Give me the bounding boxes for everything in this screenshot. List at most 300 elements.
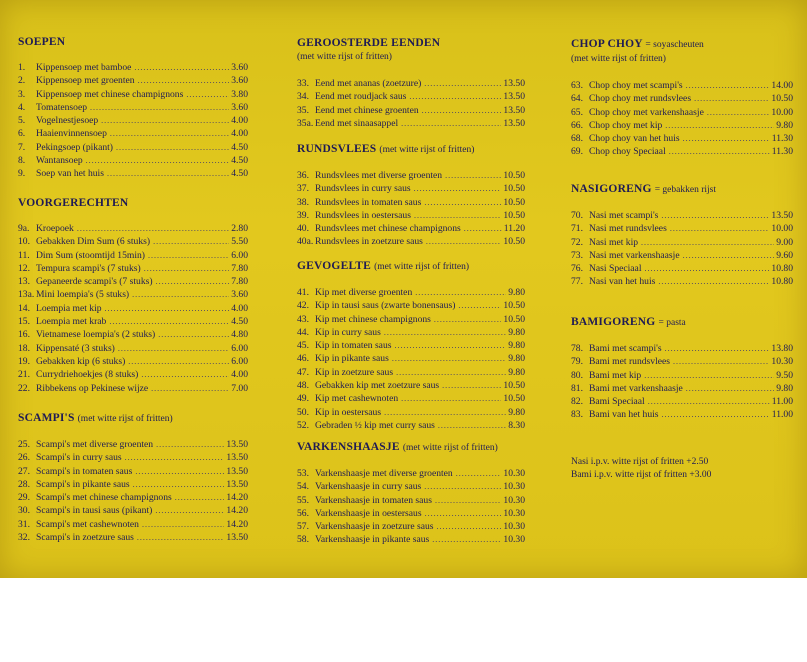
item-name: Scampi's met cashewnoten xyxy=(36,518,139,530)
menu-item xyxy=(297,507,525,520)
menu-item xyxy=(297,313,525,326)
item-name: Vogelnestjesoep xyxy=(36,115,99,127)
dot-leader xyxy=(158,328,229,341)
item-number: 49. xyxy=(297,393,309,405)
item-number: 47. xyxy=(297,366,309,378)
item-number: 30. xyxy=(18,505,30,517)
item-price: 4.00 xyxy=(231,302,248,314)
item-number: 52. xyxy=(297,419,309,431)
menu-item xyxy=(18,114,248,127)
item-name: Varkenshaasje met diverse groenten xyxy=(315,468,453,479)
item-name: Varkenshaasje in curry saus xyxy=(315,481,422,493)
section-title-text: SCAMPI'S xyxy=(18,412,75,424)
item-price: 14.00 xyxy=(771,80,793,91)
item-number: 16. xyxy=(18,329,30,341)
section-title xyxy=(571,183,793,197)
menu-item xyxy=(571,119,793,132)
item-number: 27. xyxy=(18,465,30,477)
menu-item xyxy=(571,395,793,408)
item-price: 9.80 xyxy=(508,340,525,352)
dot-leader xyxy=(683,249,775,262)
item-name: Eend met roudjack saus xyxy=(315,91,407,103)
item-name: Mini loempia's (5 stuks) xyxy=(36,289,130,301)
item-price: 8.30 xyxy=(508,419,525,431)
menu-item xyxy=(18,368,248,381)
item-price: 9.80 xyxy=(508,326,525,338)
dot-leader xyxy=(464,222,502,235)
dot-leader xyxy=(686,382,774,395)
section-subtitle: (met witte rijst of fritten) xyxy=(402,443,498,453)
dot-leader xyxy=(415,286,506,299)
item-price: 9.80 xyxy=(508,406,525,418)
section-title xyxy=(18,36,248,49)
menu-item xyxy=(18,342,248,355)
section-rundsvlees xyxy=(297,143,525,249)
dot-leader xyxy=(435,494,501,507)
item-name: Kip in tausi saus (zwarte bonensaus) xyxy=(315,300,456,312)
item-number: 57. xyxy=(297,521,309,533)
dot-leader xyxy=(401,117,501,130)
dot-leader xyxy=(644,262,769,275)
item-number: 56. xyxy=(297,507,309,519)
item-name: Bami met varkenshaasje xyxy=(589,382,683,394)
item-price: 10.30 xyxy=(503,494,525,506)
item-name: Scampi's met diverse groenten xyxy=(36,439,154,450)
item-number: 58. xyxy=(297,534,309,546)
item-number: 48. xyxy=(297,380,309,392)
section-title xyxy=(297,260,525,274)
item-number: 35a. xyxy=(297,117,314,129)
menu-item xyxy=(18,249,248,262)
item-price: 10.50 xyxy=(503,170,525,181)
dot-leader xyxy=(424,480,501,493)
item-name: Tempura scampi's (7 stuks) xyxy=(36,262,141,274)
item-number: 25. xyxy=(18,439,30,450)
item-name: Gebakken kip (6 stuks) xyxy=(36,355,126,367)
item-price: 9.80 xyxy=(508,287,525,298)
dot-leader xyxy=(434,313,502,326)
dot-leader xyxy=(458,299,501,312)
item-number: 2. xyxy=(18,75,26,87)
dot-leader xyxy=(426,235,502,248)
dot-leader xyxy=(142,518,224,531)
dot-leader xyxy=(137,531,225,544)
dot-leader xyxy=(116,141,229,154)
section-nasigoreng xyxy=(571,183,793,289)
menu-item xyxy=(297,419,525,432)
menu-item xyxy=(18,262,248,275)
dot-leader xyxy=(424,196,501,209)
item-name: Chop choy met rundsvlees xyxy=(589,93,692,105)
item-name: Rundsvlees met chinese champignons xyxy=(315,223,461,235)
item-number: 18. xyxy=(18,342,30,354)
dot-leader xyxy=(392,352,506,365)
dot-leader xyxy=(132,288,229,301)
item-price: 10.80 xyxy=(771,276,793,288)
item-name: Wantansoep xyxy=(36,155,83,167)
item-price: 2.80 xyxy=(231,223,248,234)
dot-leader xyxy=(125,451,225,464)
item-number: 36. xyxy=(297,170,309,181)
dot-leader xyxy=(414,209,501,222)
item-name: Varkenshaasje in pikante saus xyxy=(315,534,430,546)
menu-item xyxy=(297,366,525,379)
section-title xyxy=(297,37,525,50)
footnotes xyxy=(571,456,793,481)
item-price: 6.00 xyxy=(231,342,248,354)
section-title xyxy=(18,412,248,426)
menu-item xyxy=(18,167,248,180)
menu-item xyxy=(18,235,248,248)
item-name: Gebraden ½ kip met curry saus xyxy=(315,419,435,431)
item-number: 68. xyxy=(571,133,583,145)
section-title-text: SOEPEN xyxy=(18,36,66,48)
menu-item xyxy=(571,79,793,92)
dot-leader xyxy=(669,145,770,158)
menu-item xyxy=(297,169,525,182)
item-price: 4.00 xyxy=(231,369,248,381)
menu-item xyxy=(571,236,793,249)
section-subtitle: (met witte rijst of fritten) xyxy=(77,414,173,424)
item-price: 10.50 xyxy=(503,196,525,208)
dot-leader xyxy=(135,465,224,478)
item-number: 80. xyxy=(571,369,583,381)
item-name: Haaienvinnensoep xyxy=(36,128,107,140)
item-name: Kip met diverse groenten xyxy=(315,287,413,298)
item-price: 10.00 xyxy=(771,223,793,235)
item-name: Gebakken Dim Sum (6 stuks) xyxy=(36,236,151,248)
item-number: 12. xyxy=(18,262,30,274)
dot-leader xyxy=(670,222,770,235)
section-varkenshaasje xyxy=(297,441,525,547)
item-name: Chop choy Speciaal xyxy=(589,146,666,158)
item-price: 6.00 xyxy=(231,249,248,261)
item-price: 13.50 xyxy=(771,210,793,221)
item-number: 22. xyxy=(18,382,30,394)
section-subtitle: (met witte rijst of fritten) xyxy=(379,145,475,155)
dot-leader xyxy=(155,504,224,517)
menu-item xyxy=(18,478,248,491)
item-price: 11.30 xyxy=(771,133,793,145)
item-price: 13.50 xyxy=(503,117,525,129)
section-title xyxy=(571,316,793,330)
item-number: 13. xyxy=(18,276,30,288)
item-name: Scampi's in curry saus xyxy=(36,452,122,464)
item-number: 28. xyxy=(18,478,30,490)
item-price: 9.00 xyxy=(776,236,793,248)
dot-leader xyxy=(77,222,229,235)
item-price: 10.50 xyxy=(771,93,793,105)
item-number: 73. xyxy=(571,249,583,261)
item-name: Bami Speciaal xyxy=(589,396,645,408)
item-name: Gepaneerde scampi's (7 stuks) xyxy=(36,276,153,288)
item-name: Kippensoep met groenten xyxy=(36,75,135,87)
menu-item xyxy=(571,92,793,105)
dot-leader xyxy=(673,355,769,368)
dot-leader xyxy=(694,92,769,105)
dot-leader xyxy=(648,395,770,408)
item-price: 11.20 xyxy=(503,223,525,235)
item-price: 13.50 xyxy=(226,452,248,464)
menu-item xyxy=(18,101,248,114)
dot-leader xyxy=(442,379,501,392)
item-price: 10.50 xyxy=(503,380,525,392)
item-number: 14. xyxy=(18,302,30,314)
menu-item xyxy=(571,369,793,382)
section-eenden xyxy=(297,37,525,130)
menu-item xyxy=(297,299,525,312)
item-name: Loempia met kip xyxy=(36,302,102,314)
menu-item xyxy=(18,518,248,531)
item-name: Eend met chinese groenten xyxy=(315,104,419,116)
menu-item xyxy=(18,355,248,368)
menu-item-list xyxy=(571,79,793,159)
item-number: 42. xyxy=(297,300,309,312)
item-price: 14.20 xyxy=(226,492,248,504)
dot-leader xyxy=(128,355,229,368)
dot-leader xyxy=(665,119,774,132)
item-number: 83. xyxy=(571,409,583,421)
item-price: 10.50 xyxy=(503,300,525,312)
dot-leader xyxy=(432,533,501,546)
menu-item xyxy=(297,286,525,299)
item-price: 9.80 xyxy=(508,366,525,378)
item-price: 14.20 xyxy=(226,505,248,517)
dot-leader xyxy=(401,392,501,405)
dot-leader xyxy=(133,478,225,491)
menu-item xyxy=(297,182,525,195)
item-price: 10.30 xyxy=(503,534,525,546)
menu-item xyxy=(297,339,525,352)
section-voorgerechten xyxy=(18,197,248,395)
item-name: Nasi van het huis xyxy=(589,276,656,288)
item-number: 3. xyxy=(18,88,26,100)
dot-leader xyxy=(156,438,224,451)
footnote-nasi: Nasi i.p.v. witte rijst of fritten +2.50 xyxy=(571,457,709,467)
item-number: 29. xyxy=(18,492,30,504)
dot-leader xyxy=(445,169,501,182)
item-price: 5.50 xyxy=(231,236,248,248)
item-price: 10.30 xyxy=(503,521,525,533)
item-name: Kip in zoetzure saus xyxy=(315,366,394,378)
item-price: 9.50 xyxy=(776,369,793,381)
section-title-text: GEVOGELTE xyxy=(297,260,372,272)
item-number: 77. xyxy=(571,276,583,288)
item-number: 44. xyxy=(297,326,309,338)
menu-item xyxy=(18,328,248,341)
menu-item xyxy=(297,222,525,235)
item-number: 32. xyxy=(18,532,30,544)
item-price: 13.50 xyxy=(226,532,248,544)
section-title-text: VOORGERECHTEN xyxy=(18,197,129,209)
dot-leader xyxy=(425,507,502,520)
menu-item xyxy=(18,275,248,288)
item-number: 6. xyxy=(18,128,26,140)
menu-item xyxy=(18,88,248,101)
section-title xyxy=(18,197,248,210)
item-number: 55. xyxy=(297,494,309,506)
dot-leader xyxy=(686,79,770,92)
section-note: (met witte rijst of fritten) xyxy=(571,54,666,64)
dot-leader xyxy=(144,262,230,275)
menu-item xyxy=(18,288,248,301)
item-name: Bami met scampi's xyxy=(589,343,662,354)
section-subtitle: = gebakken rijst xyxy=(654,185,716,195)
item-name: Kippensoep met bamboe xyxy=(36,62,132,73)
item-name: Eend met sinaasappel xyxy=(315,117,399,129)
item-price: 9.80 xyxy=(776,119,793,131)
item-number: 43. xyxy=(297,313,309,325)
item-number: 31. xyxy=(18,518,30,530)
item-name: Dim Sum (stoomtijd 15min) xyxy=(36,249,146,261)
item-number: 63. xyxy=(571,80,583,91)
menu-item xyxy=(297,209,525,222)
item-price: 7.80 xyxy=(231,276,248,288)
item-number: 78. xyxy=(571,343,583,354)
menu-item xyxy=(571,209,793,222)
item-number: 38. xyxy=(297,196,309,208)
menu-item xyxy=(18,315,248,328)
item-number: 53. xyxy=(297,468,309,479)
item-price: 13.50 xyxy=(503,91,525,103)
dot-leader xyxy=(409,90,501,103)
item-name: Chop choy met varkenshaasje xyxy=(589,106,704,118)
item-name: Scampi's in zoetzure saus xyxy=(36,532,134,544)
menu-item-list xyxy=(18,222,248,395)
item-name: Kip in pikante saus xyxy=(315,353,389,365)
section-gevogelte xyxy=(297,260,525,432)
menu-item xyxy=(18,154,248,167)
item-name: Nasi met rundsvlees xyxy=(589,223,667,235)
item-price: 13.50 xyxy=(503,78,525,89)
item-name: Varkenshaasje in oestersaus xyxy=(315,507,422,519)
section-note: (met witte rijst of fritten) xyxy=(297,52,392,62)
menu-item-list xyxy=(571,342,793,422)
item-price: 4.50 xyxy=(231,155,248,167)
dot-leader xyxy=(422,104,502,117)
item-number: 21. xyxy=(18,369,30,381)
dot-leader xyxy=(662,408,770,421)
item-name: Kip in curry saus xyxy=(315,326,381,338)
item-name: Kip met chinese champignons xyxy=(315,313,431,325)
section-subtitle: (met witte rijst of fritten) xyxy=(374,262,470,272)
item-price: 7.80 xyxy=(231,262,248,274)
menu-item-list xyxy=(297,286,525,432)
item-number: 71. xyxy=(571,223,583,235)
item-price: 10.30 xyxy=(503,468,525,479)
item-name: Bami van het huis xyxy=(589,409,659,421)
menu-item xyxy=(297,235,525,248)
section-title-text: GEROOSTERDE EENDEN xyxy=(297,37,441,49)
dot-leader xyxy=(86,154,230,167)
menu-item-list xyxy=(18,438,248,544)
dot-leader xyxy=(90,101,229,114)
dot-leader xyxy=(118,342,229,355)
dot-leader xyxy=(437,520,502,533)
item-name: Nasi met scampi's xyxy=(589,210,659,221)
item-name: Scampi's in tausi saus (pikant) xyxy=(36,505,153,517)
item-number: 4. xyxy=(18,101,26,113)
menu-item-list xyxy=(297,467,525,547)
item-price: 9.80 xyxy=(776,382,793,394)
dot-leader xyxy=(148,249,229,262)
menu-item xyxy=(297,379,525,392)
item-price: 3.60 xyxy=(231,289,248,301)
section-title xyxy=(571,38,793,52)
item-number: 1. xyxy=(18,62,26,73)
menu-item xyxy=(297,533,525,546)
item-name: Currydriehoekjes (8 stuks) xyxy=(36,369,139,381)
item-price: 9.60 xyxy=(776,249,793,261)
item-number: 34. xyxy=(297,91,309,103)
item-name: Nasi met varkenshaasje xyxy=(589,249,680,261)
item-name: Vietnamese loempia's (2 stuks) xyxy=(36,329,156,341)
item-price: 4.50 xyxy=(231,168,248,180)
menu-item xyxy=(297,520,525,533)
item-number: 41. xyxy=(297,287,309,298)
menu-item xyxy=(571,222,793,235)
menu-item xyxy=(18,74,248,87)
item-name: Gebakken kip met zoetzure saus xyxy=(315,380,440,392)
section-bamigoreng xyxy=(571,316,793,422)
section-soepen xyxy=(18,36,248,181)
item-name: Eend met ananas (zoetzure) xyxy=(315,78,422,89)
item-price: 4.00 xyxy=(231,115,248,127)
menu-item xyxy=(571,342,793,355)
item-number: 81. xyxy=(571,382,583,394)
item-number: 13a. xyxy=(18,289,35,301)
item-price: 10.50 xyxy=(503,313,525,325)
item-number: 70. xyxy=(571,210,583,221)
item-number: 65. xyxy=(571,106,583,118)
item-number: 76. xyxy=(571,263,583,275)
dot-leader xyxy=(661,209,769,222)
item-price: 7.00 xyxy=(231,382,248,394)
item-price: 10.50 xyxy=(503,183,525,195)
item-number: 69. xyxy=(571,146,583,158)
item-number: 9. xyxy=(18,168,26,180)
item-price: 3.60 xyxy=(231,101,248,113)
dot-leader xyxy=(683,132,770,145)
item-number: 35. xyxy=(297,104,309,116)
item-price: 14.20 xyxy=(226,518,248,530)
menu-item xyxy=(297,104,525,117)
item-name: Soep van het huis xyxy=(36,168,104,180)
menu-item xyxy=(18,61,248,74)
item-price: 10.50 xyxy=(503,209,525,221)
menu-item xyxy=(571,249,793,262)
menu-item xyxy=(297,494,525,507)
item-name: Rundsvlees in tomaten saus xyxy=(315,196,422,208)
item-name: Varkenshaasje in zoetzure saus xyxy=(315,521,434,533)
section-title-text: NASIGORENG xyxy=(571,183,652,195)
item-name: Loempia met krab xyxy=(36,316,107,328)
menu-item-list xyxy=(297,77,525,130)
menu-item xyxy=(18,465,248,478)
menu-item xyxy=(18,504,248,517)
menu-item xyxy=(18,127,248,140)
menu-item xyxy=(571,145,793,158)
item-name: Ribbekens op Pekinese wijze xyxy=(36,382,149,394)
item-name: Chop choy met kip xyxy=(589,119,663,131)
section-title-text: RUNDSVLEES xyxy=(297,143,377,155)
dot-leader xyxy=(707,106,770,119)
item-price: 10.30 xyxy=(771,356,793,368)
item-price: 4.50 xyxy=(231,316,248,328)
dot-leader xyxy=(107,167,229,180)
item-price: 3.60 xyxy=(231,62,248,73)
item-name: Pekingsoep (pikant) xyxy=(36,141,114,153)
